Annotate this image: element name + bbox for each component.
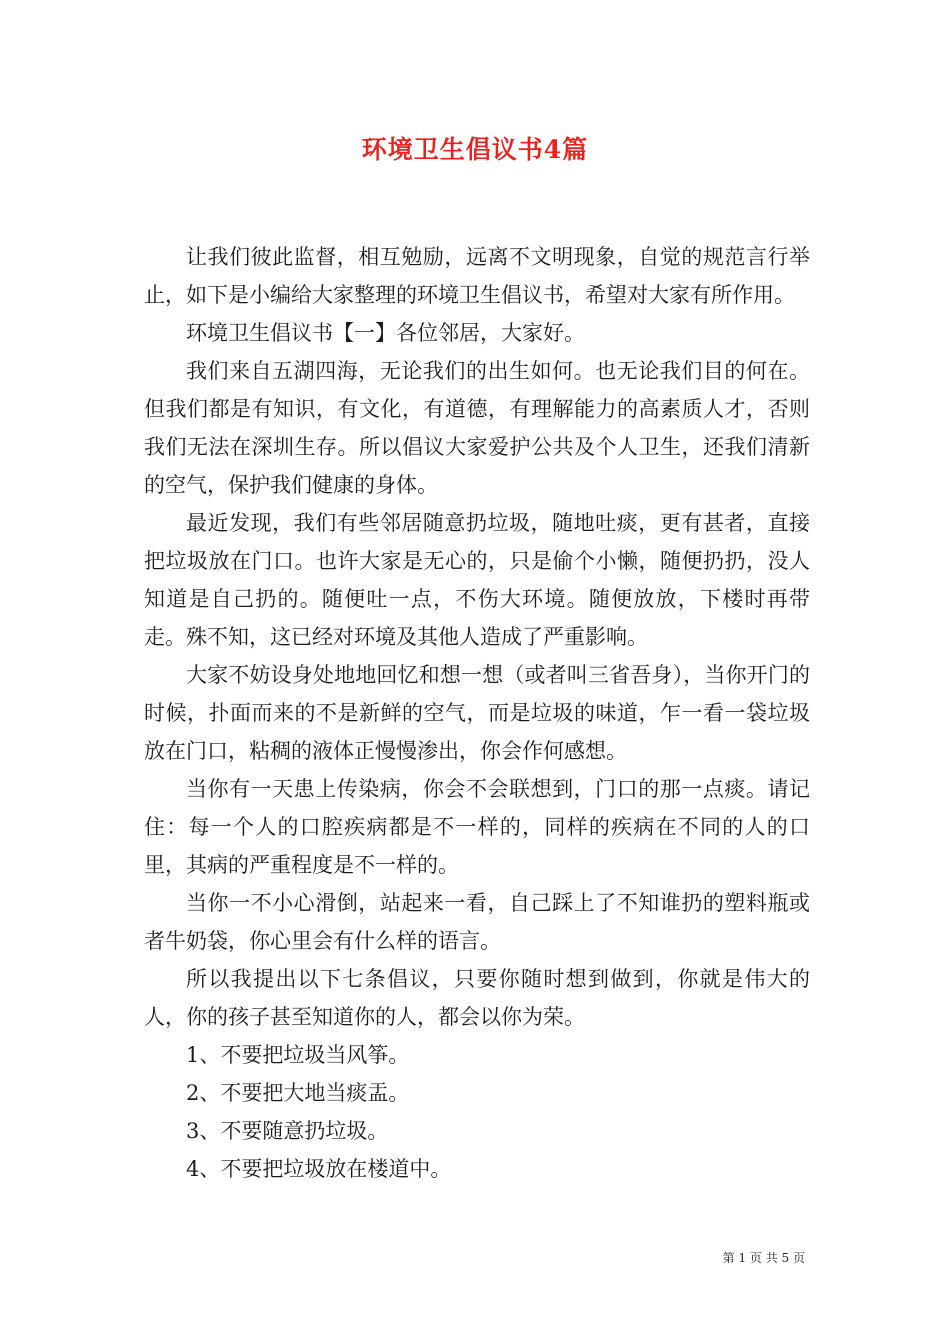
paragraph: 大家不妨设身处地地回忆和想一想（或者叫三省吾身），当你开门的时候，扑面而来的不是新鲜的空气，而是垃圾的味道，乍一看一袋垃圾放在门口，粘稠的液体正慢慢渗出，你会作何感想。: [144, 663, 810, 763]
paragraph: 当你有一天患上传染病，你会不会联想到，门口的那一点痰。请记住：每一个人的口腔疾病都是不一样的，同样的疾病在不同的人的口里，其病的严重程度是不一样的。: [144, 777, 810, 877]
list-item: 4、不要把垃圾放在楼道中。: [186, 1157, 452, 1181]
paragraph: 我们来自五湖四海，无论我们的出生如何。也无论我们目的何在。但我们都是有知识，有文化，有道德，有理解能力的高素质人才，否则我们无法在深圳生存。所以倡议大家爱护公共及个人卫生，还我们清新的空气，保护我们健康的身体。: [144, 359, 810, 497]
document-title: 环境卫生倡议书4篇: [361, 135, 589, 164]
list-item: 1、不要把垃圾当风筝。: [186, 1043, 410, 1067]
paragraph: 当你一不小心滑倒，站起来一看，自己踩上了不知谁扔的塑料瓶或者牛奶袋，你心里会有什么样的语言。: [144, 891, 810, 953]
page-footer: 第 1 页 共 5 页: [722, 1251, 805, 1265]
list-item: 2、不要把大地当痰盂。: [186, 1081, 410, 1105]
document-body: [144, 238, 810, 1188]
paragraph: 让我们彼此监督，相互勉励，远离不文明现象，自觉的规范言行举止，如下是小编给大家整理的环境卫生倡议书，希望对大家有所作用。: [144, 245, 810, 307]
paragraph: 环境卫生倡议书【一】各位邻居，大家好。: [186, 321, 585, 345]
paragraph: 最近发现，我们有些邻居随意扔垃圾，随地吐痰，更有甚者，直接把垃圾放在门口。也许大家是无心的，只是偷个小懒，随便扔扔，没人知道是自己扔的。随便吐一点，不伤大环境。随便放放，下楼时再带走。殊不知，这已经对环境及其他人造成了严重影响。: [144, 511, 810, 649]
list-item: 3、不要随意扔垃圾。: [186, 1119, 389, 1143]
paragraph: 所以我提出以下七条倡议，只要你随时想到做到，你就是伟大的人，你的孩子甚至知道你的人，都会以你为荣。: [144, 967, 810, 1029]
